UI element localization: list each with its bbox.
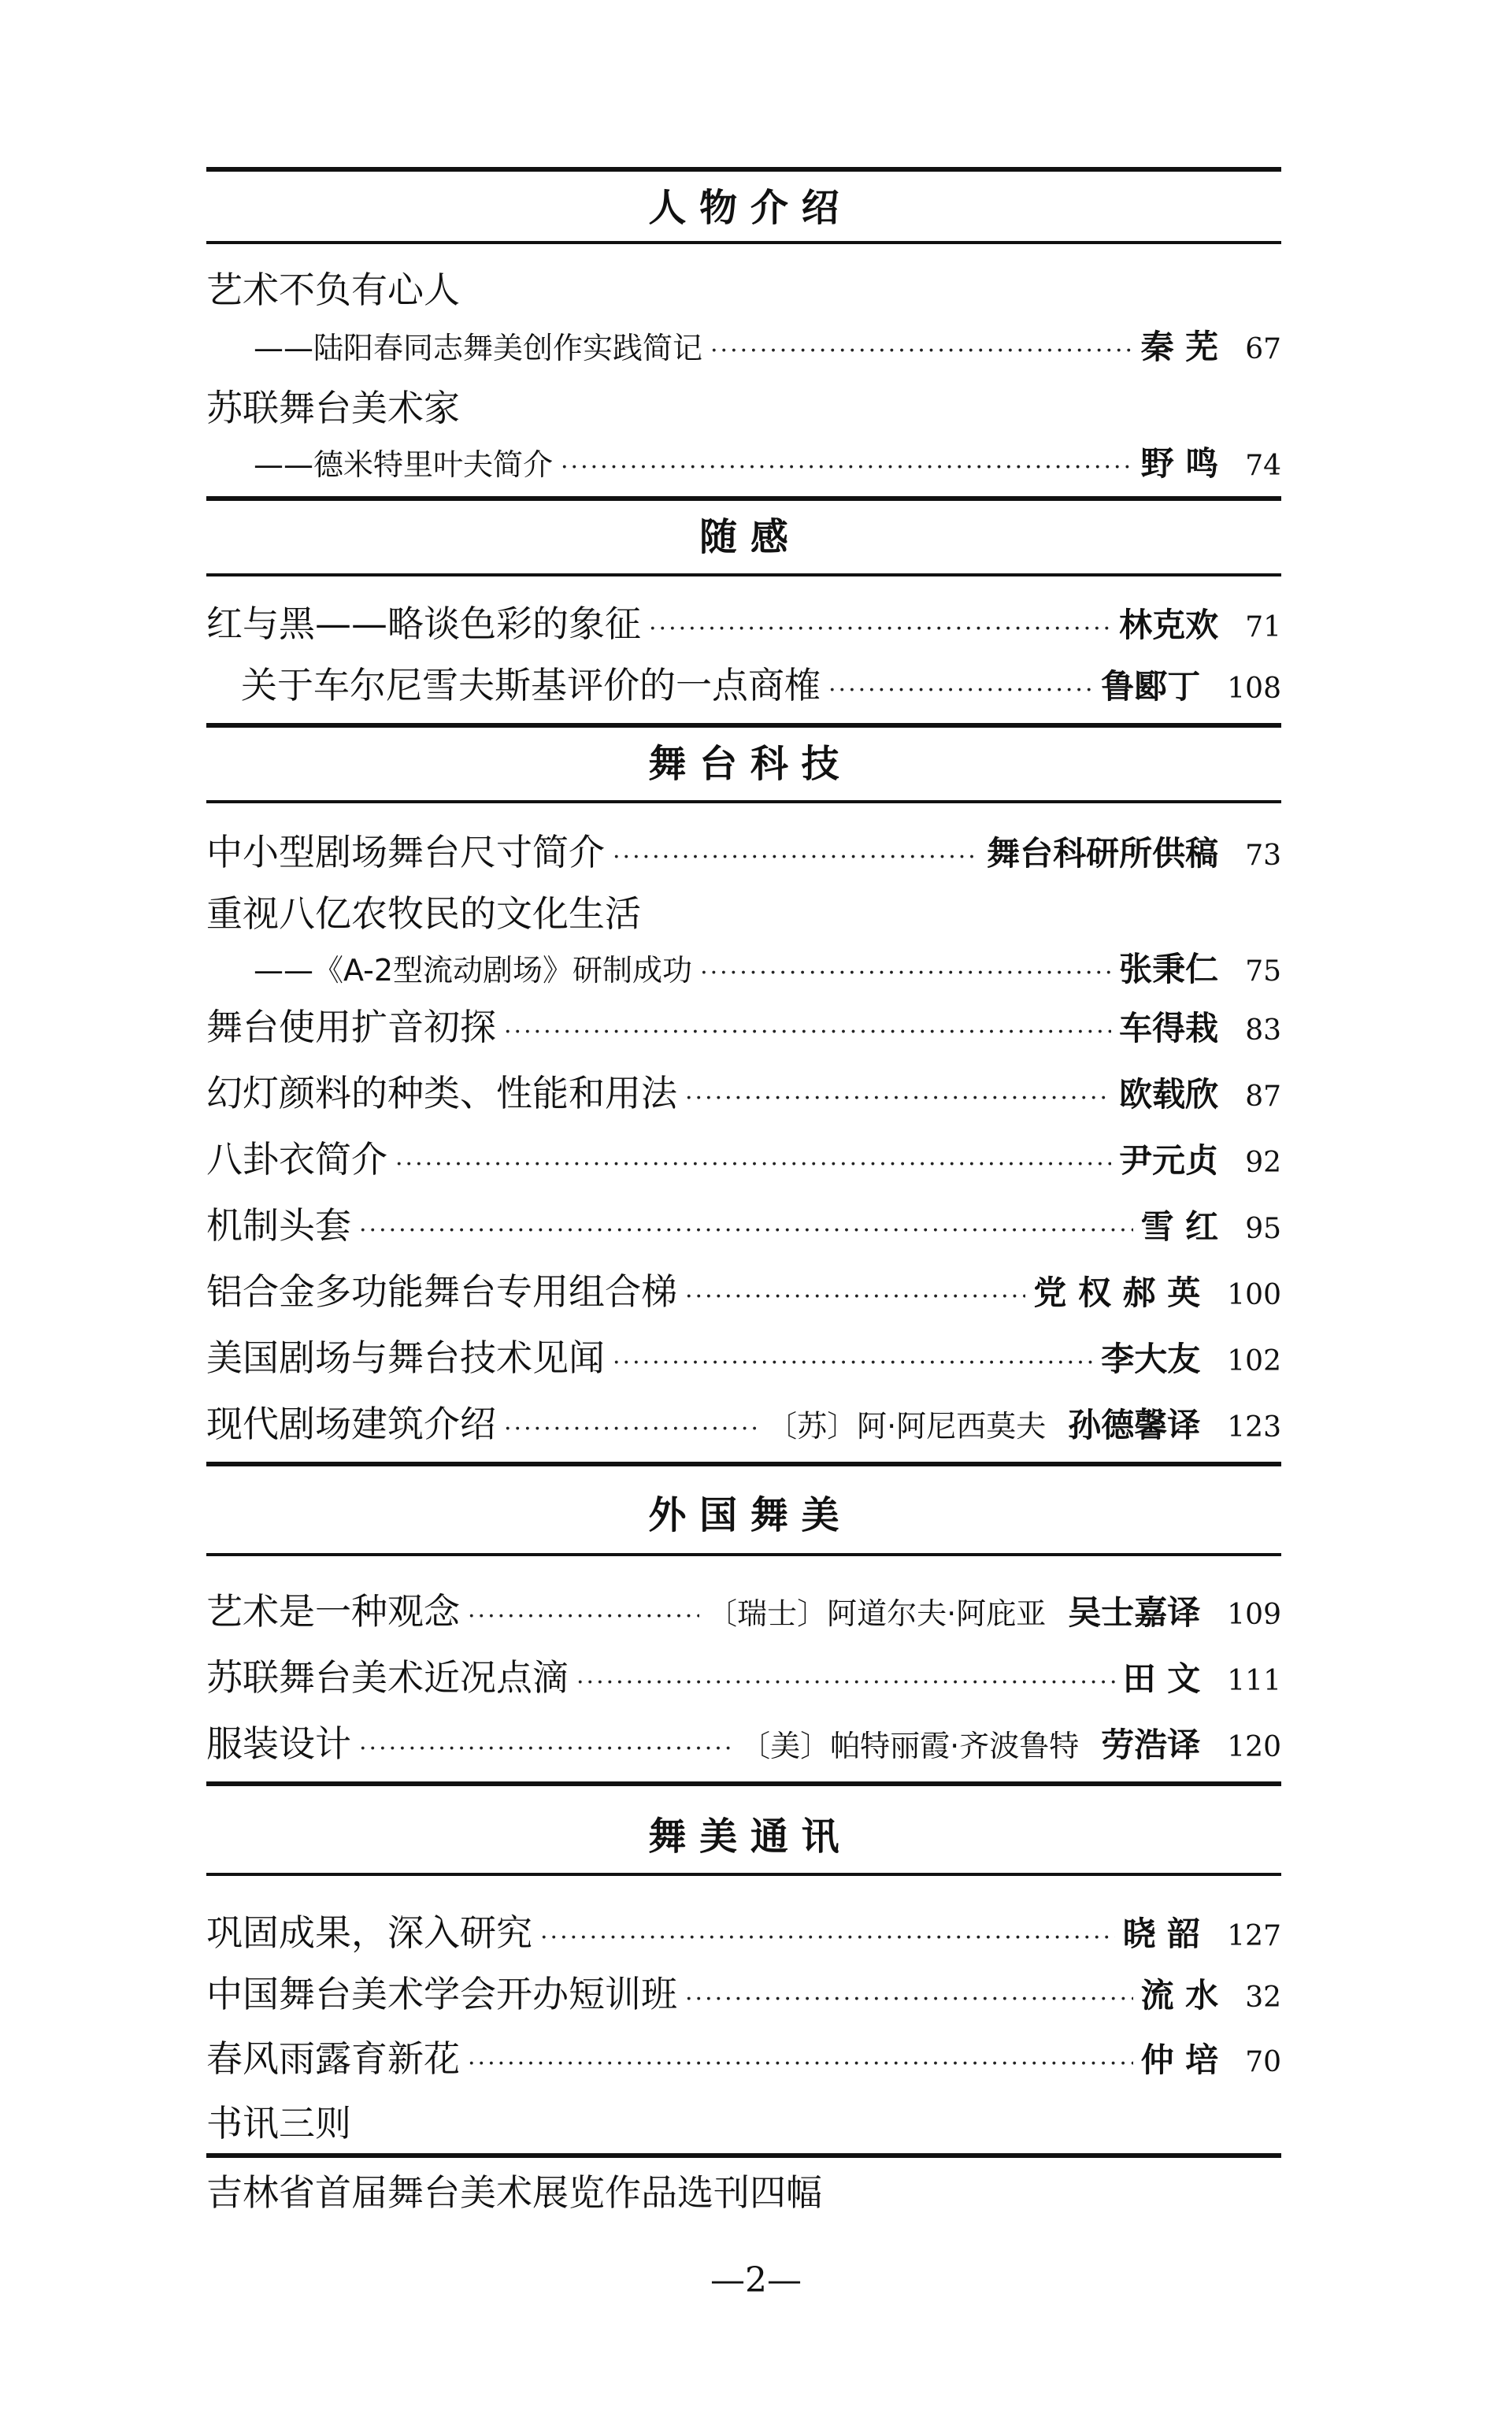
entry-title: 机制头套 [206, 1204, 351, 1247]
entry-subtitle: ——德米特里叶夫简介 [254, 447, 554, 482]
entry-title: 艺术不负有心人 [206, 269, 460, 311]
entry-page: 100 [1227, 1279, 1281, 1311]
entry-page: 111 [1227, 1665, 1281, 1697]
entry-title: 红与黑——略谈色彩的象征 [206, 602, 641, 645]
entry-title: 书讯三则 [206, 2102, 351, 2145]
entry-author: 张秉仁 [1119, 950, 1219, 988]
entry-source: 〔瑞士〕阿道尔夫·阿庇亚 [707, 1596, 1047, 1631]
entry-title: 舞台使用扩音初探 [206, 1006, 496, 1048]
leader-dots [359, 1217, 1133, 1244]
entry-author: 党 权 郝 英 [1033, 1273, 1201, 1312]
leader-dots [468, 2050, 1133, 2078]
entry-title: 幻灯颜料的种类、性能和用法 [206, 1072, 677, 1114]
section-rule [206, 1873, 1281, 1876]
toc-entry [206, 321, 1281, 375]
entry-title: 美国剧场与舞台技术见闻 [206, 1336, 605, 1379]
toc-entry [206, 1197, 1281, 1251]
entry-title: 八卦衣简介 [206, 1138, 387, 1181]
footer-item: 吉林省首届舞台美术展览作品选刊四幅 [206, 2171, 822, 2214]
toc-entry [206, 824, 1281, 877]
entry-author: 野 鸣 [1140, 444, 1219, 483]
entry-title: 苏联舞台美术家 [206, 387, 460, 429]
entry-author: 晓 韶 [1122, 1915, 1201, 1953]
entry-author: 车得栽 [1119, 1009, 1219, 1047]
entry-author: 雪 红 [1140, 1207, 1219, 1246]
leader-dots [359, 1735, 732, 1763]
entry-title: 中小型剧场舞台尺寸简介 [206, 831, 605, 873]
entry-author: 鲁郾丁 [1101, 667, 1201, 706]
leader-dots [395, 1151, 1111, 1178]
section-rule [206, 496, 1281, 501]
leader-dots [468, 1603, 699, 1630]
toc-entry [206, 1966, 1281, 2019]
entry-page: 108 [1227, 673, 1281, 705]
entry-page: 95 [1245, 1213, 1281, 1245]
leader-dots [685, 1084, 1111, 1112]
section-heading: 随 感 [699, 515, 788, 559]
entry-title: 春风雨露育新花 [206, 2037, 460, 2080]
leader-dots [504, 1415, 759, 1443]
entry-author: 流 水 [1140, 1976, 1219, 2015]
toc-entry [206, 1583, 1281, 1637]
leader-dots [828, 677, 1093, 704]
toc-entry [206, 885, 1281, 939]
entry-page: 75 [1245, 955, 1281, 988]
section-heading: 舞 美 通 讯 [648, 1815, 839, 1859]
toc-entry [206, 1396, 1281, 1449]
page-number: —2— [710, 2260, 802, 2300]
section-heading: 外 国 舞 美 [648, 1493, 839, 1537]
entry-page: 32 [1245, 1981, 1281, 2014]
entry-author: 尹元贞 [1119, 1141, 1219, 1180]
entry-title: 关于车尔尼雪夫斯基评价的一点商榷 [241, 664, 821, 706]
entry-author: 田 文 [1122, 1659, 1201, 1698]
entry-subtitle: ——陆阳春同志舞美创作实践简记 [254, 331, 703, 365]
entry-page: 102 [1227, 1345, 1281, 1377]
entry-title: 服装设计 [206, 1722, 351, 1765]
leader-dots [700, 959, 1111, 987]
leader-dots [576, 1669, 1115, 1696]
section-rule [206, 1553, 1281, 1556]
entry-page: 73 [1245, 840, 1281, 872]
entry-author: 劳浩译 [1101, 1726, 1201, 1764]
toc-entry [206, 1715, 1281, 1769]
toc-entry [206, 380, 1281, 433]
leader-dots [613, 1349, 1093, 1377]
entry-author: 李大友 [1101, 1340, 1201, 1378]
entry-author: 秦 芜 [1140, 328, 1219, 366]
toc-entry [206, 1649, 1281, 1703]
leader-dots [649, 615, 1111, 643]
entry-page: 123 [1227, 1411, 1281, 1444]
toc-entry [206, 657, 1281, 710]
toc-entry [206, 2030, 1281, 2084]
leader-dots [710, 337, 1133, 365]
toc-entry [206, 943, 1281, 997]
section-rule [206, 241, 1281, 244]
entry-author: 孙德馨译 [1068, 1406, 1201, 1444]
entry-page: 70 [1245, 2046, 1281, 2078]
entry-page: 120 [1227, 1731, 1281, 1763]
entry-page: 71 [1245, 611, 1281, 643]
section-rule [206, 1462, 1281, 1466]
section-rule [206, 167, 1281, 172]
toc-entry [206, 261, 1281, 315]
entry-page: 127 [1227, 1920, 1281, 1952]
entry-author: 仲 培 [1140, 2041, 1219, 2079]
entry-title: 巩固成果，深入研究 [206, 1911, 532, 1954]
section-rule [206, 2153, 1281, 2158]
toc-entry [206, 1904, 1281, 1958]
entry-author: 舞台科研所供稿 [987, 834, 1219, 873]
toc-entry [206, 1263, 1281, 1317]
entry-title: 苏联舞台美术近况点滴 [206, 1656, 569, 1699]
section-heading: 人 物 介 绍 [648, 186, 839, 230]
leader-dots [685, 1283, 1025, 1310]
entry-page: 74 [1245, 450, 1281, 482]
entry-page: 83 [1245, 1014, 1281, 1047]
toc-entry [206, 438, 1281, 491]
entry-page: 67 [1245, 333, 1281, 365]
toc-entry [206, 2095, 1281, 2148]
leader-dots [613, 843, 979, 871]
entry-page: 92 [1245, 1147, 1281, 1179]
entry-title: 艺术是一种观念 [206, 1590, 460, 1633]
entry-title: 中国舞台美术学会开办短训班 [206, 1973, 677, 2015]
leader-dots [561, 454, 1133, 481]
section-heading: 舞 台 科 技 [648, 742, 839, 786]
entry-source: 〔苏〕阿·阿尼西莫夫 [767, 1409, 1047, 1444]
entry-subtitle: ——《A-2型流动剧场》研制成功 [254, 953, 693, 988]
entry-title: 铝合金多功能舞台专用组合梯 [206, 1270, 677, 1313]
entry-author: 欧载欣 [1119, 1075, 1219, 1114]
toc-entry [206, 1329, 1281, 1383]
entry-page: 109 [1227, 1599, 1281, 1631]
toc-entry [206, 595, 1281, 649]
leader-dots [540, 1924, 1115, 1952]
leader-dots [504, 1018, 1111, 1046]
toc-entry [206, 999, 1281, 1052]
section-rule [206, 800, 1281, 803]
entry-author: 林克欢 [1119, 606, 1219, 644]
section-rule [206, 1781, 1281, 1786]
entry-title: 现代剧场建筑介绍 [206, 1403, 496, 1445]
entry-source: 〔美〕帕特丽霞·齐波鲁特 [740, 1729, 1080, 1763]
entry-page: 87 [1245, 1081, 1281, 1113]
entry-author: 吴士嘉译 [1068, 1593, 1201, 1632]
section-rule [206, 723, 1281, 728]
toc-entry [206, 1131, 1281, 1184]
section-rule [206, 573, 1281, 576]
entry-title: 重视八亿农牧民的文化生活 [206, 892, 641, 935]
leader-dots [685, 1985, 1133, 2013]
toc-entry [206, 1065, 1281, 1118]
